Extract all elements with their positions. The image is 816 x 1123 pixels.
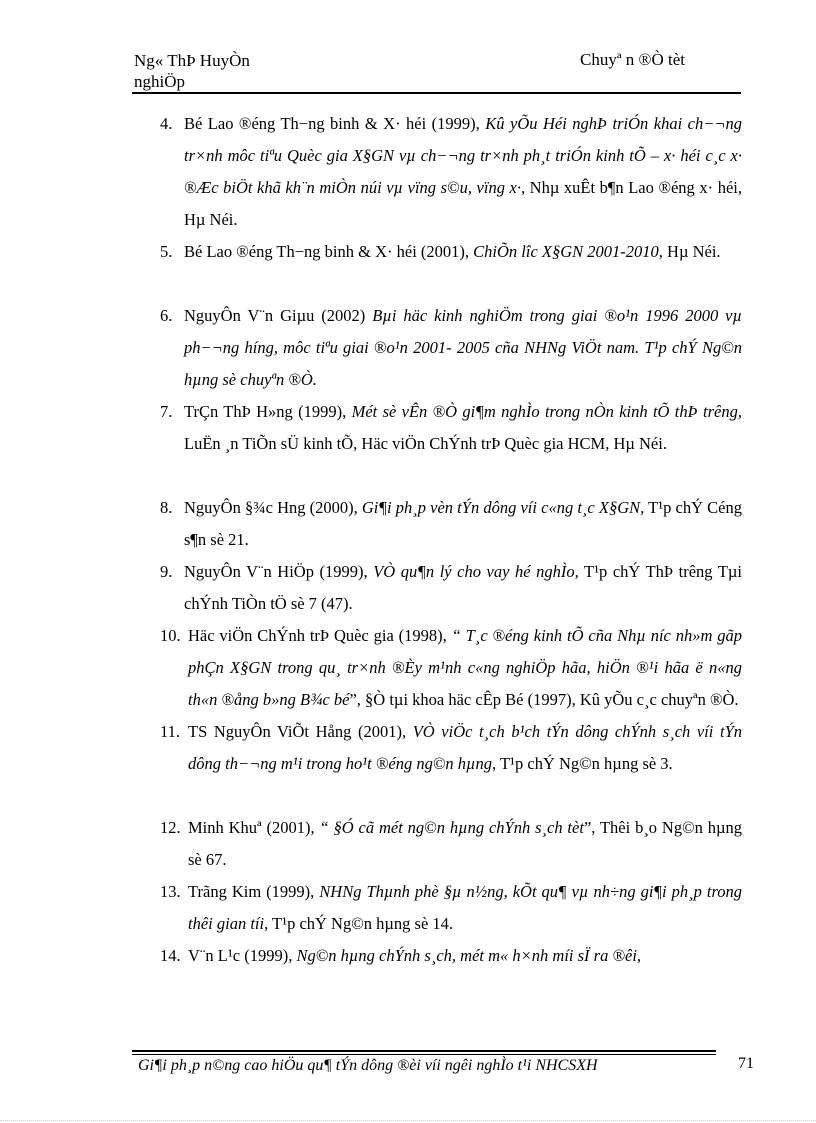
reference-prefix: NguyÔn V¨n HiÖp (1999), <box>184 562 374 581</box>
reference-prefix: Minh Khuª (2001), <box>188 818 320 837</box>
reference-title: Bµi häc kinh nghiÖm trong giai ®o¹n 1996 2000 vµ ph−¬ng híng, môc tiªu giai ®o¹n 2001- 2005 cña NHNg ViÖt nam. T¹p chÝ Ng©n hµng sè chuyªn ®Ò. <box>184 306 742 389</box>
reference-item <box>160 300 742 396</box>
reference-item <box>160 396 742 492</box>
reference-text <box>160 940 742 972</box>
reference-text <box>160 812 742 876</box>
reference-item <box>160 236 742 300</box>
footer-rule-thin <box>132 1054 716 1055</box>
header-author: Ng« ThÞ HuyÒn <box>134 51 250 70</box>
reference-item <box>160 876 742 940</box>
reference-item <box>160 108 742 236</box>
reference-prefix: Häc viÖn ChÝnh trÞ Quèc gia (1998), <box>188 626 452 645</box>
reference-text <box>160 492 742 556</box>
reference-number: 12. <box>160 818 181 837</box>
reference-number: 10. <box>160 626 181 645</box>
reference-title: Mét sè vÊn ®Ò gi¶m nghÌo trong nÒn kinh tÕ thÞ trêng, <box>351 402 742 421</box>
reference-item <box>160 556 742 620</box>
reference-item <box>160 812 742 876</box>
reference-item <box>160 940 742 980</box>
footer-title: Gi¶i ph¸p n©ng cao hiÖu qu¶ tÝn dông ®èi víi ngêi nghÌo t¹i NHCSXH <box>138 1057 598 1074</box>
reference-list <box>160 108 742 980</box>
reference-number: 4. <box>160 114 173 133</box>
reference-prefix: V¨n L¹c (1999), <box>188 946 297 965</box>
reference-suffix: T¹p chÝ ThÞ trêng Tµi chÝnh TiÒn tÖ sè 7 (47). <box>184 562 742 613</box>
reference-text <box>160 876 742 940</box>
reference-number: 5. <box>160 242 173 261</box>
reference-title: VÒ qu¶n lý cho vay hé nghÌo, <box>373 562 579 581</box>
header-author-cont: nghiÖp <box>134 72 185 91</box>
reference-suffix: LuËn ¸n TiÕn sÜ kinh tÕ, Häc viÖn ChÝnh trÞ Quèc gia HCM, Hµ Néi. <box>184 434 667 453</box>
reference-prefix: Bé Lao ®éng Th−ng binh & X· héi (1999), <box>184 114 486 133</box>
reference-title: ChiÕn lîc X§GN 2001-2010 <box>473 242 659 261</box>
reference-number: 8. <box>160 498 173 517</box>
footer-rule <box>132 1050 716 1052</box>
reference-number: 9. <box>160 562 173 581</box>
reference-title: Kû yÕu Héi nghÞ triÓn khai ch−¬ng tr×nh môc tiªu Quèc gia X§GN vµ ch−¬ng tr×nh ph¸t triÓn kinh tÕ – x· héi c¸c x· ®Æc biÖt khã kh¨n miÒn núi vµ vïng s©u, vïng x· <box>184 114 742 197</box>
reference-title: VÒ viÖc t¸ch b¹ch tÝn dông chÝnh s¸ch víi tÝn dông th−¬ng m¹i trong ho¹t ®éng ng©n hµng <box>188 722 742 773</box>
reference-text <box>160 300 742 396</box>
reference-text <box>160 716 742 780</box>
page-number: 71 <box>738 1055 754 1072</box>
reference-title: Gi¶i ph¸p vèn tÝn dông víi c«ng t¸c X§GN, <box>361 498 645 517</box>
reference-suffix: ”, Thêi b¸o Ng©n hµng sè 67. <box>188 818 743 869</box>
reference-text <box>160 556 742 620</box>
reference-number: 7. <box>160 402 173 421</box>
reference-text <box>160 620 742 716</box>
reference-number: 6. <box>160 306 173 325</box>
reference-prefix: TrÇn ThÞ H»ng (1999), <box>184 402 352 421</box>
reference-prefix: Bé Lao ®éng Th−ng binh & X· héi (2001), <box>184 242 474 261</box>
reference-prefix: Trãng Kim (1999), <box>188 882 320 901</box>
reference-item <box>160 620 742 716</box>
reference-suffix: , T¹p chÝ Ng©n hµng sè 3. <box>492 754 673 773</box>
reference-suffix: T¹p chÝ Céng s¶n sè 21. <box>184 498 742 549</box>
reference-prefix: NguyÔn §¾c Hng (2000), <box>184 498 362 517</box>
reference-item <box>160 716 742 812</box>
reference-title: “ §Ó cã mét ng©n hµng chÝnh s¸ch tèt <box>319 818 584 837</box>
reference-title: “ T¸c ®éng kinh tÕ cña Nhµ níc nh»m gãp phÇn X§GN trong qu¸ tr×nh ®Èy m¹nh c«ng nghiÖp hãa, hiÖn ®¹i hãa ë n«ng th«n ®ång b»ng B¾c bé <box>188 626 742 709</box>
page-edge-divider <box>0 1120 816 1122</box>
reference-item <box>160 492 742 556</box>
reference-number: 14. <box>160 946 181 965</box>
header-left <box>134 50 250 92</box>
reference-suffix: ”, §Ò tµi khoa häc cÊp Bé (1997), Kû yÕu c¸c chuyªn ®Ò. <box>349 690 739 709</box>
reference-number: 13. <box>160 882 181 901</box>
reference-text <box>160 396 742 460</box>
reference-suffix: , Nhµ xuÊt b¶n Lao ®éng x· héi, Hµ Néi. <box>184 178 742 229</box>
reference-number: 11. <box>160 722 181 741</box>
reference-suffix: , Hµ Néi. <box>658 242 721 261</box>
reference-prefix: NguyÔn V¨n Giµu (2002) <box>184 306 373 325</box>
reference-title: NHNg Thµnh phè §µ n½ng, kÕt qu¶ vµ nh÷ng gi¶i ph¸p trong thêi gian tíi <box>188 882 743 933</box>
reference-suffix: , T¹p chÝ Ng©n hµng sè 14. <box>264 914 454 933</box>
header-title: Chuyª n ®Ò tèt <box>580 50 685 69</box>
reference-prefix: TS NguyÔn ViÕt Hång (2001), <box>188 722 413 741</box>
reference-title: Ng©n hµng chÝnh s¸ch, mét m« h×nh míi sÏ ra ®êi, <box>296 946 642 965</box>
header-rule <box>132 92 741 94</box>
reference-text <box>160 236 742 268</box>
reference-text <box>160 108 742 236</box>
